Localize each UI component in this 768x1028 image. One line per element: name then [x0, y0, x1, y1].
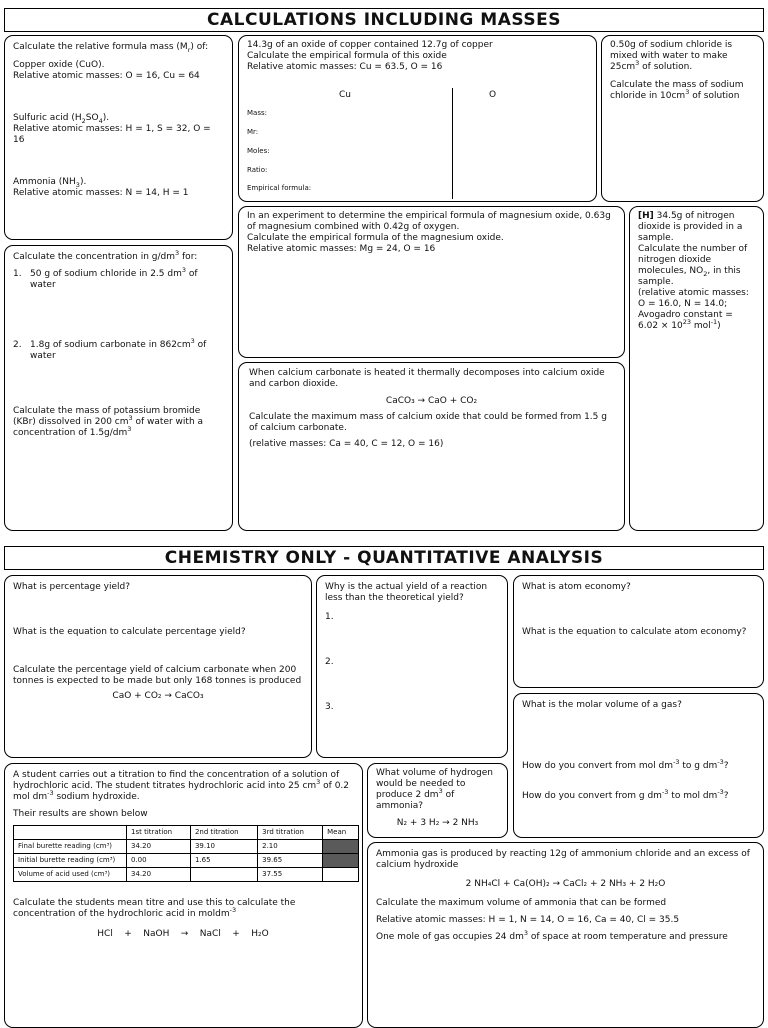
table-row: [14, 840, 359, 854]
emp-row-formula: Empirical formula:: [247, 184, 312, 192]
no2-line5: $6.02 \times 10^{23}$ mol$^{-1}$): [638, 318, 721, 331]
empirical-formula-copper-box: [238, 35, 597, 202]
emp-line3: Relative atomic masses: Cu = 63.5, O = 16: [247, 62, 443, 72]
caco3-line2: Calculate the maximum mass of calcium oxide that could be formed from 1.5 g of calcium carbonate.: [249, 412, 607, 433]
percentage-yield-box: [4, 575, 312, 758]
hydrogen-volume-box: [367, 763, 508, 838]
table-header-cell: Mean: [323, 826, 359, 840]
nacl-line2: Calculate the mass of sodium chloride in $10cm^3$ of solution: [610, 80, 744, 101]
caco3-line3: (relative masses: Ca = 40, C = 12, O = 16): [249, 439, 444, 449]
nacl-line1: 0.50g of sodium chloride is mixed with water to make $25cm^3$ of solution.: [610, 40, 733, 72]
table-cell: Final burette reading (cm³): [14, 840, 127, 854]
table-cell: [323, 840, 359, 854]
emp-row-moles: Moles:: [247, 147, 270, 155]
calcium-carbonate-box: [238, 362, 625, 531]
table-header-cell: 3rd titration: [258, 826, 323, 840]
emp-col-o: O: [489, 90, 497, 100]
atom-economy-box: [513, 575, 764, 688]
nh3-equation: 2 NH₄Cl + Ca(OH)₂ → CaCl₂ + 2 NH₃ + 2 H₂O: [465, 879, 666, 889]
table-cell: Volume of acid used (cm³): [14, 868, 127, 882]
no2-line4: Avogadro constant =: [638, 310, 733, 320]
why-question: Why is the actual yield of a reaction less than the theoretical yield?: [325, 582, 488, 603]
table-cell: 34.20: [127, 868, 191, 882]
mgo-line1: In an experiment to determine the empirical formula of magnesium oxide, 0.63g of magnesium combined with 0.42g of oxygen.: [247, 211, 611, 232]
table-header-cell: 2nd titration: [190, 826, 257, 840]
emp-row-mass: Mass:: [247, 109, 267, 117]
concentration-box: [4, 245, 233, 531]
why-2: 2.: [325, 657, 334, 667]
conc-item-1: 1. 50 g of sodium chloride in 2.5 $dm^3$ of water: [13, 266, 198, 290]
nh3-line4: One mole of gas occupies 24 $dm^3$ of space at room temperature and pressure: [376, 929, 728, 942]
table-cell: 39.65: [258, 854, 323, 868]
titration-box: [4, 763, 363, 1028]
titration-calc: Calculate the students mean titre and use this to calculate the concentration of the hydrochloric acid in moldm$^{-3}$: [13, 898, 296, 919]
table-cell: [323, 854, 359, 868]
table-header-row: [14, 826, 359, 840]
conc-item-2: 2. 1.8g of sodium carbonate in $862cm^3$ of water: [13, 337, 207, 361]
table-cell: Initial burette reading (cm³): [14, 854, 127, 868]
nh3-masses: Relative atomic masses: N = 14, H = 1: [13, 188, 189, 198]
table-header-cell: [14, 826, 127, 840]
emp-line1: 14.3g of an oxide of copper contained 12.7g of copper: [247, 40, 493, 50]
emp-row-mr: Mr:: [247, 128, 259, 136]
table-cell: 37.55: [258, 868, 323, 882]
section-title-quantitative: CHEMISTRY ONLY - QUANTITATIVE ANALYSIS: [4, 546, 764, 570]
molar-q1: What is the molar volume of a gas?: [522, 700, 682, 710]
molar-q3: How do you convert from g $dm^{-3}$ to mol $dm^{-3}$?: [522, 788, 729, 801]
caco3-equation: CaCO₃ → CaO + CO₂: [385, 396, 478, 406]
table-row: [14, 868, 359, 882]
yield-q2: What is the equation to calculate percentage yield?: [13, 627, 246, 637]
atom-q1: What is atom economy?: [522, 582, 631, 592]
nitrogen-dioxide-box: [629, 206, 764, 531]
atom-q2: What is the equation to calculate atom economy?: [522, 627, 747, 637]
nh3-label: Ammonia $(NH_3)$.: [13, 177, 87, 189]
why-3: 3.: [325, 702, 334, 712]
table-header-cell: 1st titration: [127, 826, 191, 840]
table-row: [14, 854, 359, 868]
table-cell: 1.65: [190, 854, 257, 868]
emp-col-cu: Cu: [339, 90, 351, 100]
h2so4-label: Sulfuric acid $(H_2SO_4)$.: [13, 113, 110, 125]
section-title-masses: CALCULATIONS INCLUDING MASSES: [4, 8, 764, 32]
nh3-line3: Relative atomic masses: H = 1, N = 14, O = 16, Ca = 40, Cl = 35.5: [376, 915, 680, 925]
caco3-line1: When calcium carbonate is heated it thermally decomposes into calcium oxide and carbon dioxide.: [249, 368, 605, 389]
ammonia-box: [367, 842, 764, 1028]
no2-line2: Calculate the number of nitrogen dioxide molecules, $NO_2$, in this sample.: [638, 244, 748, 287]
table-cell: 39.10: [190, 840, 257, 854]
emp-table-divider: [452, 88, 453, 199]
titration-equation: HCl + NaOH → NaCl + H₂O: [97, 929, 269, 939]
table-cell: 34.20: [127, 840, 191, 854]
conc-intro: Calculate the concentration in $g/dm^3$ for:: [13, 249, 198, 262]
molar-volume-box: [513, 693, 764, 838]
yield-q3: Calculate the percentage yield of calcium carbonate when 200 tonnes is expected to be made but only 168 tonnes is produced: [13, 665, 302, 686]
cuo-label: Copper oxide (CuO).: [13, 60, 105, 70]
cuo-masses: Relative atomic masses: O = 16, Cu = 64: [13, 71, 200, 81]
no2-line1: [H] 34.5g of nitrogen dioxide is provided in a sample.: [638, 211, 743, 243]
emp-line2: Calculate the empirical formula of this oxide: [247, 51, 447, 61]
no2-line3: (relative atomic masses: O = 16.0, N = 14.0;: [638, 288, 749, 309]
mgo-line3: Relative atomic masses: Mg = 24, O = 16: [247, 244, 436, 254]
actual-yield-box: [316, 575, 508, 758]
titration-intro: A student carries out a titration to find the concentration of a solution of hydrochloric acid. The student titrates hydrochloric acid into 25 $cm^3$ of 0.2 mol $dm^{-3}$ sodium hydroxide.: [13, 770, 350, 802]
emp-row-ratio: Ratio:: [247, 166, 268, 174]
mgo-line2: Calculate the empirical formula of the magnesium oxide.: [247, 233, 504, 243]
h2-equation: N₂ + 3 H₂ → 2 NH₃: [396, 818, 479, 828]
table-cell: [190, 868, 257, 882]
titration-results-label: Their results are shown below: [13, 809, 148, 819]
yield-equation: CaO + CO₂ → CaCO₃: [112, 691, 204, 701]
mr-intro: Calculate the relative formula mass $(M_r)$ of:: [13, 42, 209, 54]
table-cell: [323, 868, 359, 882]
h2-question: What volume of hydrogen would be needed to produce 2 $dm^3$ of ammonia?: [376, 768, 493, 811]
h2so4-masses: Relative atomic masses: H = 1, S = 32, O = 16: [13, 124, 211, 145]
nh3-line2: Calculate the maximum volume of ammonia that can be formed: [376, 898, 667, 908]
relative-formula-mass-box: [4, 35, 233, 240]
nh3-line1: Ammonia gas is produced by reacting 12g of ammonium chloride and an excess of calcium hydroxide: [376, 849, 750, 870]
magnesium-oxide-box: [238, 206, 625, 358]
sodium-chloride-box: [601, 35, 764, 202]
why-1: 1.: [325, 612, 334, 622]
kbr-question: Calculate the mass of potassium bromide (KBr) dissolved in 200 $cm^3$ of water with a concentration of $1.5g/dm^3$: [13, 406, 204, 438]
molar-q2: How do you convert from mol $dm^{-3}$ to g $dm^{-3}$?: [522, 758, 729, 771]
titration-results-table: [13, 825, 359, 882]
table-cell: 0.00: [127, 854, 191, 868]
yield-q1: What is percentage yield?: [13, 582, 131, 592]
table-cell: 2.10: [258, 840, 323, 854]
